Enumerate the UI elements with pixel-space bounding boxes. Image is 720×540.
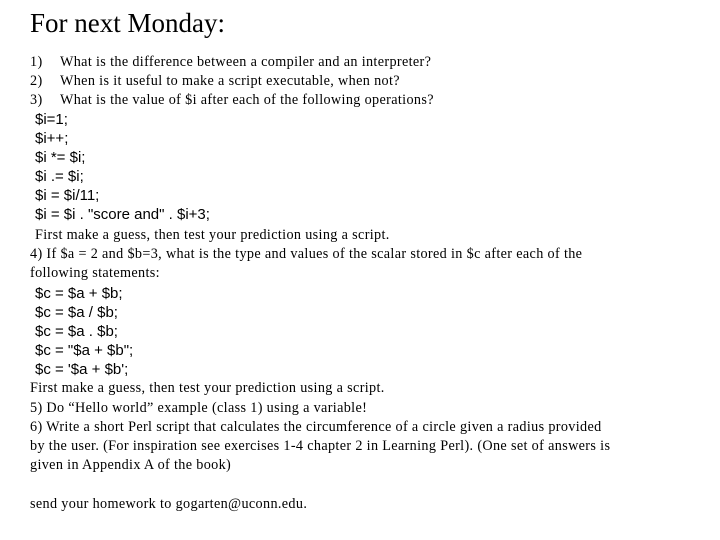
question-6-line-2: by the user. (For inspiration see exercises 1-4 chapter 2 in Learning Perl). (One set of answers is	[30, 438, 611, 454]
question-1-text: What is the difference between a compiler and an interpreter?	[60, 54, 432, 70]
q4-code-line: $c = "$a + $b";	[35, 342, 134, 359]
q3-note: First make a guess, then test your prediction using a script.	[35, 227, 390, 243]
q3-code-line: $i .= $i;	[35, 168, 84, 185]
q4-code-line: $c = '$a + $b';	[35, 361, 129, 378]
q3-code-line: $i = $i/11;	[35, 187, 100, 204]
question-6-line-3: given in Appendix A of the book)	[30, 457, 232, 473]
question-6-line-1: 6) Write a short Perl script that calculates the circumference of a circle given a radius provided	[30, 419, 602, 435]
question-1-number: 1)	[30, 54, 43, 70]
question-3-text: What is the value of $i after each of the following operations?	[60, 92, 434, 108]
question-3	[30, 91, 434, 110]
page-title: For next Monday:	[30, 8, 225, 38]
q4-code-line: $c = $a . $b;	[35, 323, 118, 340]
question-4-line-1: 4) If $a = 2 and $b=3, what is the type and values of the scalar stored in $c after each of the	[30, 246, 583, 262]
q3-code-line: $i=1;	[35, 111, 68, 128]
q3-code-line: $i = $i . "score and" . $i+3;	[35, 206, 210, 223]
question-4-line-2: following statements:	[30, 265, 160, 281]
question-3-number: 3)	[30, 92, 43, 108]
question-5: 5) Do “Hello world” example (class 1) using a variable!	[30, 400, 368, 416]
q4-code-line: $c = $a / $b;	[35, 304, 118, 321]
q4-note: First make a guess, then test your prediction using a script.	[30, 380, 385, 396]
question-2-number: 2)	[30, 73, 43, 89]
question-1	[30, 53, 431, 72]
q4-code-line: $c = $a + $b;	[35, 285, 123, 302]
footer-instruction: send your homework to gogarten@uconn.edu.	[30, 496, 308, 512]
question-2	[30, 72, 400, 91]
q3-code-line: $i++;	[35, 130, 69, 147]
question-2-text: When is it useful to make a script executable, when not?	[60, 73, 400, 89]
q3-code-line: $i *= $i;	[35, 149, 86, 166]
